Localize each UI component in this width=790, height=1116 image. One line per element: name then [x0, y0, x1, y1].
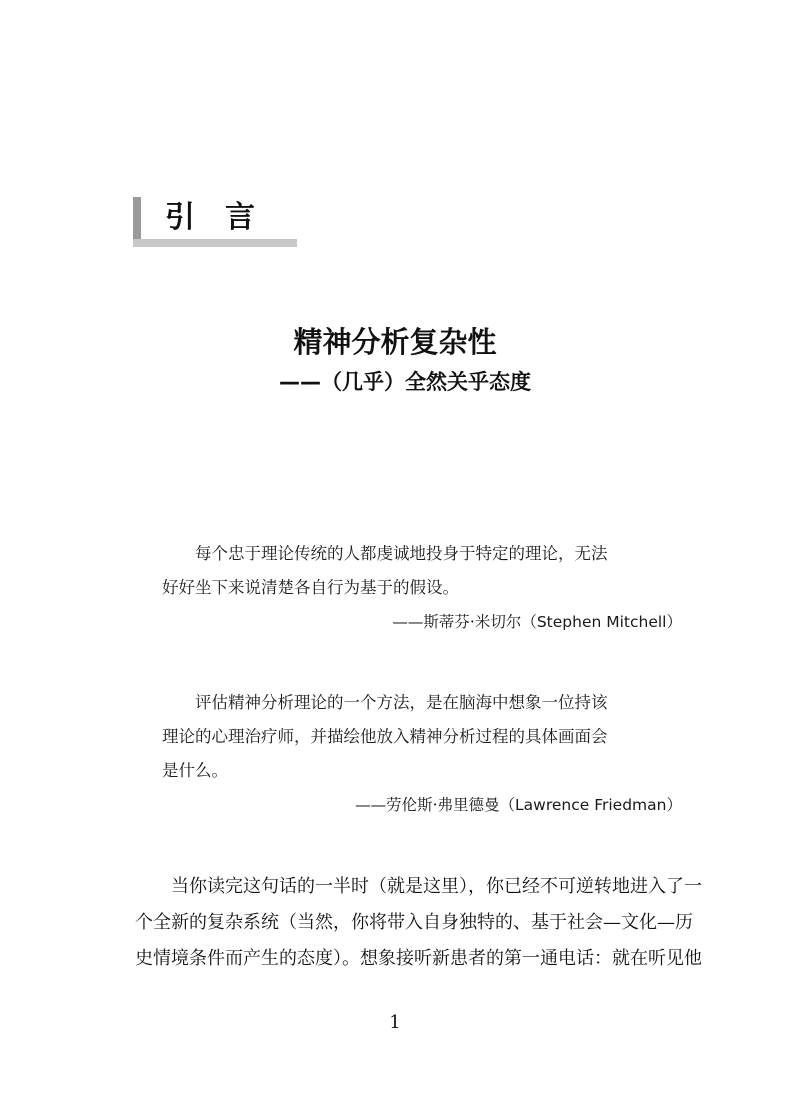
chapter-title: 引言: [165, 200, 285, 235]
attribution-close: ）: [666, 796, 682, 814]
attribution-name-cn: ——斯蒂芬·米切尔（: [392, 613, 537, 631]
epigraph-attribution: [162, 788, 682, 822]
page-title: 精神分析复杂性: [293, 325, 497, 359]
attribution-name-en: Lawrence Friedman: [515, 796, 667, 814]
page-number: 1: [389, 1012, 401, 1033]
epigraph-attribution: [162, 605, 682, 639]
attribution-name-en: Stephen Mitchell: [536, 613, 667, 631]
attribution-close: ）: [666, 613, 682, 631]
page-subtitle: ——（几乎）全然关乎态度: [279, 370, 531, 394]
epigraph: [162, 537, 682, 639]
body-line: 当你读完这句话的一半时（就是这里），你已经不可逆转地进入了一: [171, 876, 702, 897]
epigraph-line: 是什么。: [162, 761, 228, 780]
chapter-heading: [133, 197, 297, 247]
epigraph-line: 评估精神分析理论的一个方法，是在脑海中想象一位持该: [195, 693, 608, 712]
chapter-heading-underline: [133, 239, 297, 247]
epigraph: [162, 686, 682, 822]
body-line: 史情境条件而产生的态度）。想象接听新患者的第一通电话：就在听见他: [135, 948, 702, 969]
epigraph-line: 每个忠于理论传统的人都虔诚地投身于特定的理论，无法: [195, 544, 608, 563]
body-paragraph: [135, 869, 702, 977]
body-line: 个全新的复杂系统（当然，你将带入自身独特的、基于社会—文化—历: [135, 912, 693, 933]
attribution-name-cn: ——劳伦斯·弗里德曼（: [355, 796, 516, 814]
epigraph-line: 好好坐下来说清楚各自行为基于的假设。: [162, 578, 459, 597]
epigraph-line: 理论的心理治疗师，并描绘他放入精神分析过程的具体画面会: [162, 727, 608, 746]
